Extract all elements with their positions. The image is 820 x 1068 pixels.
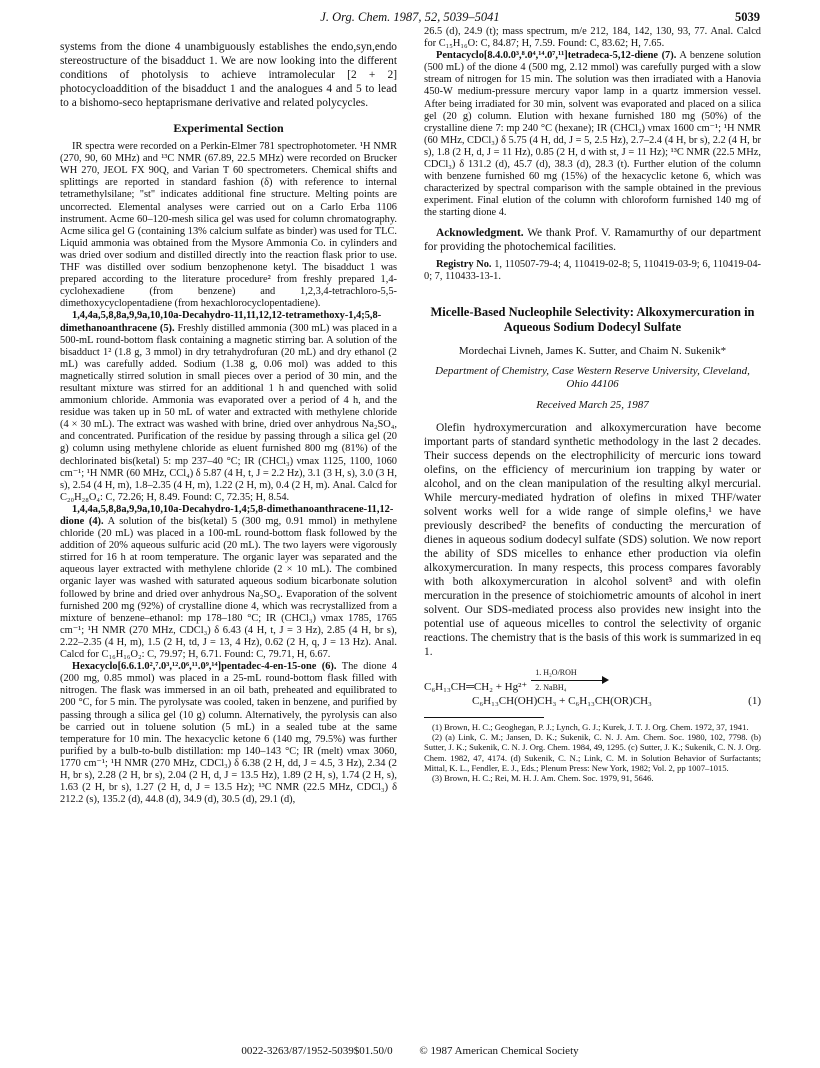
- equation-products: C₆H₁₃CH(OH)CH₃ + C₆H₁₃CH(OR)CH₃: [472, 694, 652, 707]
- page-number: 5039: [735, 10, 760, 24]
- arrow-head-icon: [602, 676, 609, 684]
- page-footer: [0, 1045, 820, 1057]
- article-affiliation: Department of Chemistry, Case Western Reserve University, Cleveland, Ohio 44106: [435, 364, 750, 390]
- compound-4-name: 1,4,4a,5,8,8a,9,9a,10,10a-Decahydro-1,4;5,8-dimethanoanthracene-11,12-dione (4).: [60, 503, 394, 527]
- reference-item: (1) Brown, H. C.; Geoghegan, P. J.; Lynch, G. J.; Kurek, J. T. J. Org. Chem. 1972, 37, 1941.: [432, 721, 749, 732]
- compound-6-procedure: The dione 4 (200 mg, 0.85 mmol) was placed in a 25-mL round-bottom flask filled with nitrogen. The flask was immersed in an oil bath, preheated and equilibrated to 200 °C, for 5 min. The pyrolysate was cooled, taken in benzene, and purified by passing through a silica gel (10 g) column. Alternatively, the pyrolysis can also be carried out in toluene solution (5 mL) in a sealed tube at the same temperature for 10 min. The hexacyclic ketone 6 (140 mg, 79.5%) was further purified by a bulb-to-bulb distillation: mp 140–143 °C; IR (melt) νmax 3060, 1770 cm⁻¹; ¹H NMR (270 MHz, CDCl₃) δ 6.38 (2 H, dd, J = 4.5, 3 Hz), 2.34 (2 H, br s), 2.28 (2 H, br s), 2.04 (2 H, d, J = 13.5 Hz), 1.89 (2 H, s), 1.74 (2 H, s), 1.63 (2 H, br s), 1.27 (2 H, d, J = 13.5 Hz); ¹³C NMR (22.5 MHz, CDCl₃) δ 212.2 (s), 135.2 (d), 44.8 (d), 34.9 (d), 30.5 (d), 29.1 (d),: [60, 661, 397, 806]
- equation-products-row: [424, 695, 761, 707]
- registry-text: 1, 110507-79-4; 4, 110419-02-8; 5, 110419-03-9; 6, 110419-04-0; 7, 110433-13-1.: [424, 258, 761, 282]
- equation-reactants: C₆H₁₃CH═CH₂ + Hg²⁺: [424, 680, 528, 693]
- intro-paragraph: systems from the dione 4 unambiguously establishes the endo,syn,endo stereostructure of the bisadduct 1. We are now looking into the different conditions of photolysis to achieve intramolecular [2 + 2] photocycloaddition of the bisadduct 1 and the analogues 4 and 5 to lead to a bishomo-seco heptaprismane derivative and related polycycles.: [60, 41, 397, 109]
- arrow-line: [531, 680, 603, 681]
- right-column: [424, 26, 761, 783]
- compound-4-paragraph: [60, 504, 397, 661]
- reference-item: (3) Brown, H. C.; Rei, M. H. J. Am. Chem. Soc. 1979, 91, 5646.: [432, 772, 654, 783]
- experimental-paragraph: IR spectra were recorded on a Perkin-Elmer 781 spectrophotometer. ¹H NMR (270, 90, 60 MHz) and ¹³C NMR (67.89, 22.5 MHz) were recorded on Brucker WH 270, JEOL FX 90Q, and Varian T 60 spectrometers. Chemical shifts and splittings are reported in standard fashion (δ) with reference to internal tetramethylsilane; "st" indicates additional fine structure. Melting points are uncorrected. Elemental analyses were carried out on a Carlo Erba 1106 instrument. Acme 60–120-mesh silica gel was used for column chromatography. Acme silica gel G (containing 13% calcium sulfate as binder) was used for TLC. Liquid ammonia was obtained from the Mysore Ammonia Co. in cylinders and was dried over sodium and distilled directly into the reaction flask prior to use. THF was distilled over sodium benzophenone ketyl. The bisadduct 1 was prepared according to the literature procedure² from freshly prepared 1,4-cyclohexadiene (from benzene) and 1,2,3,4-tetrachloro-5,5-dimethoxycyclopentadiene (from hexachlorocyclopentadiene).: [60, 141, 397, 310]
- compound-5-paragraph: [60, 310, 397, 504]
- acknowledgment: [424, 226, 761, 254]
- left-column: [60, 40, 397, 806]
- compound-7-procedure: A benzene solution (500 mL) of the dione 4 (500 mg, 2.12 mmol) was carefully purged with a slow stream of nitrogen for 15 min. The solution was then irradiated with a Hanovia 450-W medium-pressure mercury vapor lamp in a quartz immersion vessel. After being irradiated for 30 min, solvent was evaporated and placed on a silica gel (20 g) column. Elution with hexane furnished 180 mg (50%) of the crystalline diene 7: mp 240 °C (hexane); IR (CHCl₃) νmax 1600 cm⁻¹; ¹H NMR (60 MHz, CDCl₃) δ 5.75 (4 H, dd, J = 5, 2.5 Hz), 2.7–2.4 (4 H, br s), 2.2 (4 H, br s), 1.8 (2 H, d, J = 11 Hz), 0.85 (2 H, d with st, J = 11 Hz); ¹³C NMR (22.5 MHz, CDCl₃) δ 131.2 (d), 45.7 (d), 38.3 (d), 28.3 (t). Further elution of the column with benzene furnished 60 mg (15%) of the hexacyclic ketone 6, which was characterized by spectral comparison with the sample obtained in the previous experiment. Final elution of the column with chloroform furnished 140 mg of the starting dione 4.: [424, 50, 761, 219]
- compound-5-procedure: Freshly distilled ammonia (300 mL) was placed in a 500-mL round-bottom flask containing a magnetic stirring bar. A solution of the bisadduct 1² (1.8 g, 3 mmol) in dry tetrahydrofuran (20 mL) and dry ethanol (2 mL) was carefully added. Sodium (1.38 g, 0.06 mol) was added to this magnetically stirred solution in small pieces over a period of 30 min, and the resultant mixture was stirred for an additional 1 h and quenched with solid ammonium chloride. Ammonia was evaporated over a period of 4 h, and the residue was taken up in 50 mL of water and extracted with methylene chloride (4 × 30 mL). The extract was washed with brine, dried over anhydrous Na₂SO₄, and concentrated. Purification of the residue by passing through a silica gel (20 g) column using methylene chloride as eluent furnished 800 mg (81%) of the dechlorinated bis(ketal) 5: mp 237–40 °C; IR (CHCl₃) νmax 1125, 1100, 1060 cm⁻¹; ¹H NMR (60 MHz, CCl₄) δ 5.87 (4 H, t, J = 2.2 Hz), 3.1 (3 H, s), 3.0 (3 H, s), 2.54 (4 H, m), 1.8–2.35 (4 H, m), 1.22 (2 H, m), 0.4 (2 H, m). Anal. Calcd for C₂₀H₂₈O₄: C, 72.26; H, 8.49. Found: C, 72.35; H, 8.54.: [60, 322, 397, 503]
- section-heading: Experimental Section: [173, 121, 284, 135]
- references: [424, 722, 761, 783]
- reaction-condition-2: 2. NaBH₄: [535, 682, 567, 692]
- compound-7-paragraph: [424, 50, 761, 219]
- received-date: Received March 25, 1987: [536, 398, 649, 411]
- reference-item: (2) (a) Link, C. M.; Jansen, D. K.; Sukenik, C. N. J. Am. Chem. Soc. 1980, 102, 7798. (b) Sutter, J. K.; Sukenik, C. N. J. Org. Chem. 1984, 49, 1295. (c) Sutter, J. K.; Sukenik, C. N. J. Org. Chem. 1982, 47, 4174. (d) Sukenik, C. N.; Link, C. M. in Solution Behavior of Surfactants; Mittal, K. L., Fendler, E. J., Eds.; Plenum Press: New York, 1982; Vol. 2, pp 1007–1015.: [424, 732, 761, 773]
- compound-4-procedure: A solution of the bis(ketal) 5 (300 mg, 0.91 mmol) in methylene chloride (20 mL) was placed in a 100-mL round-bottom flask followed by the addition of 20% aqueous sulfuric acid (20 mL). The two layers were vigorously stirred for 16 h at room temperature. The organic layer was separated and the aqueous layer extracted with methylene chloride (2 × 10 mL). The combined organic layer was washed with saturated aqueous sodium bicarbonate solution followed by brine and dried over anhydrous Na₂SO₄. Evaporation of the solvent furnished 200 mg (92%) of crystalline dione 4, which was recrystallized from a mixture of benzene–ethanol: mp 178–180 °C; IR (CHCl₃) νmax 1785, 1765 cm⁻¹; ¹H NMR (270 MHz, CDCl₃) δ 6.43 (4 H, t, J = 3 Hz), 2.85 (4 H, br s), 2.22–2.35 (4 H, m), 1.5 (2 H, td, J = 13, 4 Hz), 0.62 (2 H, q, J = 13 Hz). Anal. Calcd for C₁₆H₁₆O₂: C, 79.97; H, 6.71. Found: C, 79.71, H, 6.67.: [60, 516, 397, 661]
- reaction-condition-1: 1. H₂O/ROH: [535, 667, 577, 677]
- compound-6-name: Hexacyclo[6.6.1.0²,⁷.0³,¹².0⁶,¹¹.0⁹,¹⁴]pentadec-4-en-15-one (6).: [72, 661, 337, 673]
- article-title: Micelle-Based Nucleophile Selectivity: Alkoxymercuration in Aqueous Sodium Dodecyl Sulfate: [430, 304, 755, 334]
- equation-number: (1): [748, 694, 761, 707]
- article-authors: Mordechai Livneh, James K. Sutter, and Chaim N. Sukenik*: [458, 344, 727, 357]
- continued-paragraph: 26.5 (d), 24.9 (t); mass spectrum, m/e 212, 184, 142, 130, 93, 77. Anal. Calcd for C₁₅H₁₆O: C, 84.87; H, 7.59. Found: C, 83.62; H, 7.65.: [424, 26, 761, 50]
- equation-reactants-row: [424, 667, 761, 693]
- compound-7-name: Pentacyclo[8.4.0.0³,⁸.0⁴,¹⁴.0⁷,¹¹]tetradeca-5,12-diene (7).: [436, 50, 677, 62]
- acknowledgment-heading: Acknowledgment.: [436, 226, 524, 239]
- copyright: © 1987 American Chemical Society: [419, 1045, 579, 1057]
- journal-citation: J. Org. Chem. 1987, 52, 5039–5041: [320, 10, 500, 24]
- registry-numbers: [424, 259, 761, 283]
- article-code: 0022-3263/87/1952-5039$01.50/0: [241, 1045, 393, 1057]
- compound-5-name: 1,4,4a,5,8,8a,9,9a,10,10a-Decahydro-11,11,12,12-tetramethoxy-1,4;5,8-dimethanoanthracene (5).: [60, 310, 382, 334]
- equation-1: [424, 667, 761, 707]
- compound-6-paragraph: [60, 661, 397, 806]
- article-body: Olefin hydroxymercuration and alkoxymercuration have become important parts of standard synthetic methodology in the last 2 decades. Their success depends on the electrophilicity of mercuric ions toward olefins, on the efficiency of mercurinium ion trapping by water or alcohol, and on the clean manipulation of the resulting alkyl mercurial. While mercury-mediated hydration of olefins in mixed THF/water solvent works well for a wide range of simple olefins,¹ we have previously described² the benefits of conducting the mercuration of dienes in aqueous sodium dodecyl sulfate (SDS) solution. We now report the ability of SDS micelles to enhance ether production via olefin alkoxymercuration. In many respects, this process compares favorably with both alkoxymercuration in alcohol solvent³ and with olefin mercuration in the presence of stoichiometric amounts of alcohol in inert solvent. Our SDS-mediated process also provides new insight into the potential use of aqueous micelles to control the selectivity of organic reactions. The chemistry that is the basis of this work is summarized in eq 1.: [424, 421, 762, 658]
- footnote-rule: [424, 717, 544, 718]
- registry-heading: Registry No.: [436, 258, 492, 270]
- acknowledgment-text: We thank Prof. V. Ramamurthy of our department for providing the photochemical facilities.: [424, 226, 761, 253]
- reaction-arrow: [531, 667, 609, 693]
